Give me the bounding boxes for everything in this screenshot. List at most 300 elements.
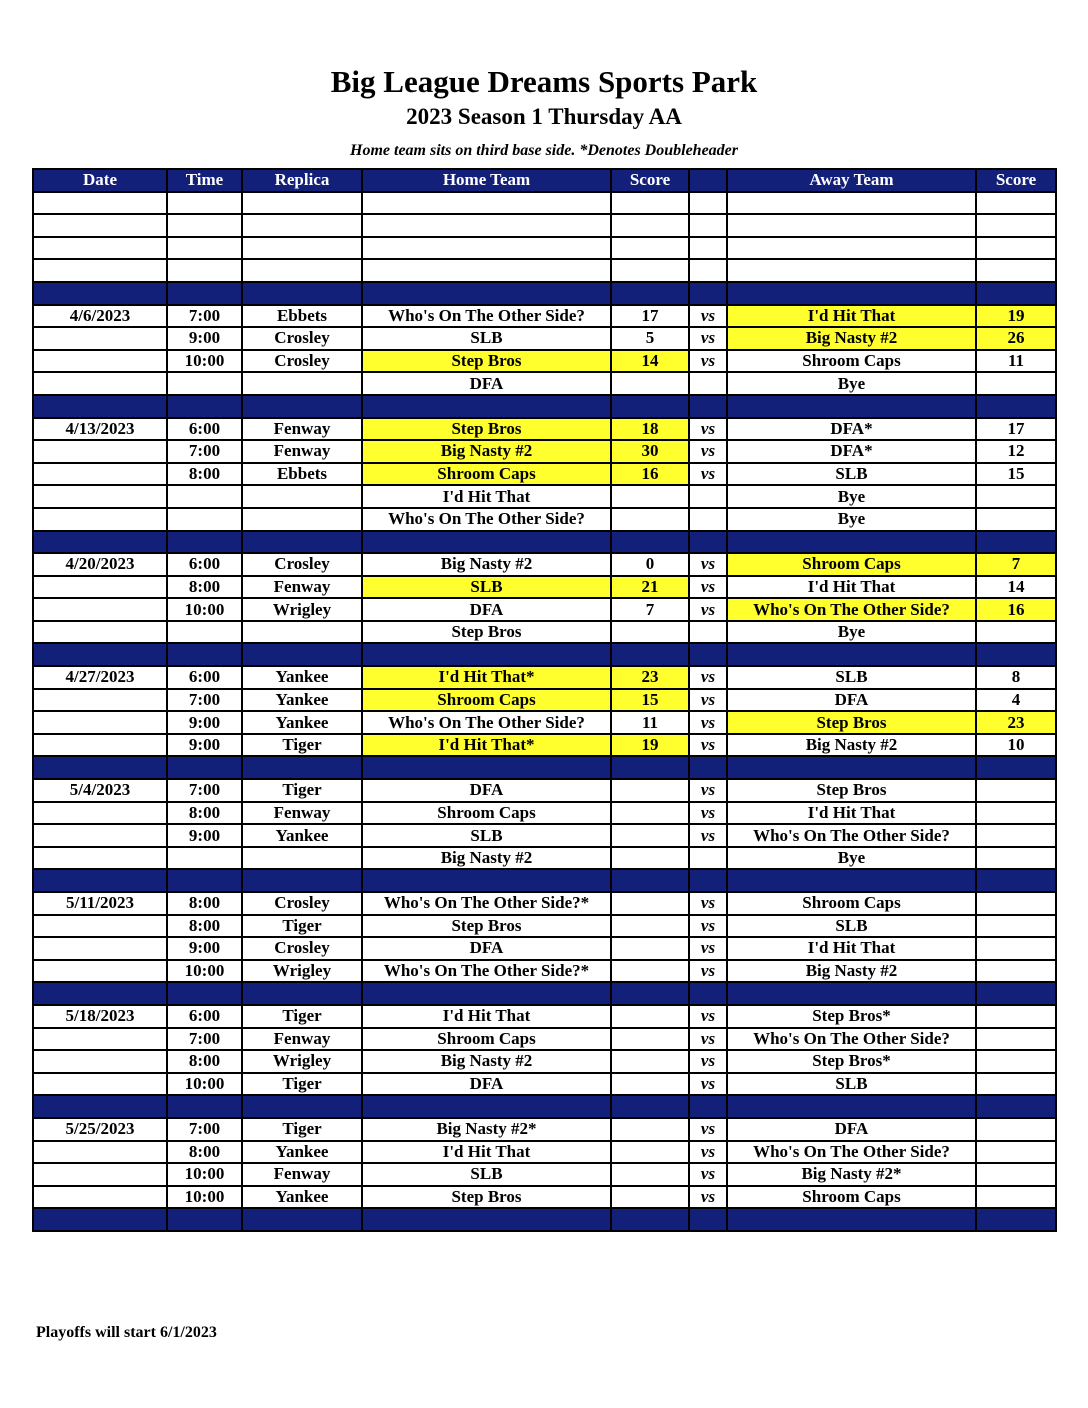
game-date: [33, 508, 167, 531]
versus-label: vs: [689, 734, 727, 757]
versus-label: vs: [689, 1141, 727, 1164]
home-score: [611, 847, 689, 870]
versus-label: vs: [689, 440, 727, 463]
game-row: [33, 802, 1056, 825]
game-date: [33, 576, 167, 599]
separator-cell: [33, 1095, 167, 1118]
away-score: [976, 937, 1056, 960]
doubleheader-note: Home team sits on third base side. *Denotes Doubleheader: [350, 142, 738, 159]
away-team: DFA*: [727, 418, 976, 441]
separator-cell: [611, 1208, 689, 1231]
versus-label: [689, 621, 727, 644]
separator-cell: [242, 1208, 362, 1231]
blank-cell: [362, 237, 611, 260]
home-score: 0: [611, 553, 689, 576]
separator-cell: [362, 395, 611, 418]
home-team: Shroom Caps: [362, 463, 611, 486]
home-team: Step Bros: [362, 350, 611, 373]
game-field: Yankee: [242, 1186, 362, 1209]
away-score: 23: [976, 711, 1056, 734]
col-time: Time: [167, 169, 242, 192]
game-row: [33, 485, 1056, 508]
away-score: 15: [976, 463, 1056, 486]
game-row: [33, 734, 1056, 757]
separator-cell: [727, 869, 976, 892]
blank-cell: [976, 214, 1056, 237]
blank-cell: [33, 192, 167, 215]
home-score: [611, 892, 689, 915]
blank-cell: [611, 259, 689, 282]
away-team: DFA: [727, 1118, 976, 1141]
home-team: Big Nasty #2: [362, 1050, 611, 1073]
home-score: 5: [611, 327, 689, 350]
blank-cell: [167, 214, 242, 237]
blank-cell: [689, 214, 727, 237]
game-field: Yankee: [242, 1141, 362, 1164]
away-score: 26: [976, 327, 1056, 350]
blank-cell: [976, 237, 1056, 260]
game-time: 9:00: [167, 937, 242, 960]
home-team: Big Nasty #2: [362, 440, 611, 463]
away-team: SLB: [727, 1073, 976, 1096]
separator-cell: [167, 1208, 242, 1231]
game-date: [33, 689, 167, 712]
away-score: [976, 802, 1056, 825]
separator-cell: [976, 395, 1056, 418]
separator-cell: [242, 756, 362, 779]
home-team: Who's On The Other Side?*: [362, 960, 611, 983]
home-team: Big Nasty #2: [362, 847, 611, 870]
away-score: [976, 1005, 1056, 1028]
game-field: Tiger: [242, 1073, 362, 1096]
game-time: [167, 621, 242, 644]
game-date: [33, 824, 167, 847]
home-team: Big Nasty #2: [362, 553, 611, 576]
versus-label: vs: [689, 1005, 727, 1028]
away-team: Big Nasty #2: [727, 327, 976, 350]
away-score: [976, 960, 1056, 983]
away-team: Who's On The Other Side?: [727, 1141, 976, 1164]
game-row: [33, 1163, 1056, 1186]
separator-cell: [33, 869, 167, 892]
home-team: DFA: [362, 1073, 611, 1096]
versus-label: vs: [689, 1186, 727, 1209]
separator-cell: [242, 643, 362, 666]
separator-cell: [33, 982, 167, 1005]
game-field: [242, 485, 362, 508]
game-row: [33, 350, 1056, 373]
game-field: Tiger: [242, 734, 362, 757]
away-score: [976, 485, 1056, 508]
home-score: 19: [611, 734, 689, 757]
col-home-score: Score: [611, 169, 689, 192]
away-team: Shroom Caps: [727, 1186, 976, 1209]
versus-label: [689, 372, 727, 395]
game-field: Fenway: [242, 1163, 362, 1186]
away-team: Bye: [727, 847, 976, 870]
away-team: Bye: [727, 372, 976, 395]
game-date: [33, 802, 167, 825]
separator-cell: [362, 282, 611, 305]
versus-label: vs: [689, 892, 727, 915]
away-score: [976, 1050, 1056, 1073]
versus-label: vs: [689, 915, 727, 938]
game-time: 10:00: [167, 598, 242, 621]
away-team: Bye: [727, 508, 976, 531]
separator-cell: [727, 1208, 976, 1231]
separator-cell: [362, 1208, 611, 1231]
home-team: DFA: [362, 937, 611, 960]
separator-cell: [976, 282, 1056, 305]
blank-cell: [976, 192, 1056, 215]
separator-cell: [33, 282, 167, 305]
home-team: Shroom Caps: [362, 689, 611, 712]
game-time: 8:00: [167, 915, 242, 938]
game-date: [33, 327, 167, 350]
away-team: Bye: [727, 621, 976, 644]
blank-cell: [33, 259, 167, 282]
game-field: Crosley: [242, 327, 362, 350]
separator-cell: [727, 531, 976, 554]
game-time: 8:00: [167, 1050, 242, 1073]
game-date: [33, 1141, 167, 1164]
week-separator-row: [33, 643, 1056, 666]
home-score: 30: [611, 440, 689, 463]
game-time: 7:00: [167, 779, 242, 802]
blank-cell: [242, 259, 362, 282]
separator-cell: [167, 282, 242, 305]
game-row: [33, 418, 1056, 441]
separator-cell: [167, 1095, 242, 1118]
separator-cell: [611, 643, 689, 666]
away-team: Who's On The Other Side?: [727, 1028, 976, 1051]
game-time: 8:00: [167, 802, 242, 825]
game-row: [33, 463, 1056, 486]
game-time: 7:00: [167, 1118, 242, 1141]
separator-cell: [167, 395, 242, 418]
game-date: [33, 372, 167, 395]
away-score: [976, 1141, 1056, 1164]
separator-cell: [167, 982, 242, 1005]
away-score: [976, 372, 1056, 395]
game-date: [33, 734, 167, 757]
game-row: [33, 327, 1056, 350]
home-score: [611, 915, 689, 938]
game-row: [33, 711, 1056, 734]
separator-cell: [689, 1208, 727, 1231]
home-score: 14: [611, 350, 689, 373]
game-field: [242, 372, 362, 395]
away-team: SLB: [727, 915, 976, 938]
separator-cell: [689, 531, 727, 554]
col-away-team: Away Team: [727, 169, 976, 192]
versus-label: vs: [689, 327, 727, 350]
game-row: [33, 937, 1056, 960]
game-date: 4/6/2023: [33, 305, 167, 328]
home-team: SLB: [362, 824, 611, 847]
home-team: I'd Hit That*: [362, 734, 611, 757]
game-time: 10:00: [167, 350, 242, 373]
away-score: 10: [976, 734, 1056, 757]
game-field: [242, 847, 362, 870]
home-team: I'd Hit That: [362, 1005, 611, 1028]
game-row: [33, 960, 1056, 983]
game-row: [33, 1141, 1056, 1164]
home-team: DFA: [362, 372, 611, 395]
game-field: Fenway: [242, 576, 362, 599]
week-separator-row: [33, 756, 1056, 779]
home-team: Who's On The Other Side?: [362, 711, 611, 734]
separator-cell: [727, 982, 976, 1005]
game-row: [33, 779, 1056, 802]
blank-cell: [362, 192, 611, 215]
game-field: Tiger: [242, 915, 362, 938]
game-field: Wrigley: [242, 1050, 362, 1073]
blank-cell: [242, 237, 362, 260]
separator-cell: [976, 869, 1056, 892]
separator-cell: [727, 1095, 976, 1118]
away-score: [976, 824, 1056, 847]
blank-cell: [33, 237, 167, 260]
game-row: [33, 1186, 1056, 1209]
separator-cell: [33, 1208, 167, 1231]
separator-cell: [167, 756, 242, 779]
game-row: [33, 915, 1056, 938]
game-time: 6:00: [167, 666, 242, 689]
season-subtitle: 2023 Season 1 Thursday AA: [406, 104, 682, 129]
home-team: I'd Hit That: [362, 485, 611, 508]
away-score: 7: [976, 553, 1056, 576]
separator-cell: [242, 869, 362, 892]
away-score: [976, 1186, 1056, 1209]
separator-cell: [242, 395, 362, 418]
game-date: [33, 598, 167, 621]
away-team: I'd Hit That: [727, 937, 976, 960]
home-team: Shroom Caps: [362, 802, 611, 825]
home-score: [611, 372, 689, 395]
game-field: [242, 621, 362, 644]
versus-label: vs: [689, 553, 727, 576]
separator-cell: [611, 531, 689, 554]
game-field: Fenway: [242, 440, 362, 463]
home-score: [611, 1141, 689, 1164]
versus-label: vs: [689, 463, 727, 486]
away-team: Shroom Caps: [727, 553, 976, 576]
week-separator-row: [33, 395, 1056, 418]
separator-cell: [976, 531, 1056, 554]
separator-cell: [362, 643, 611, 666]
blank-cell: [362, 259, 611, 282]
game-date: [33, 960, 167, 983]
game-row: [33, 1028, 1056, 1051]
game-row: [33, 666, 1056, 689]
game-date: [33, 1163, 167, 1186]
home-score: 7: [611, 598, 689, 621]
game-time: 7:00: [167, 440, 242, 463]
game-date: [33, 847, 167, 870]
game-time: 10:00: [167, 1073, 242, 1096]
game-field: Tiger: [242, 1005, 362, 1028]
game-date: [33, 1186, 167, 1209]
game-row: [33, 847, 1056, 870]
blank-cell: [727, 214, 976, 237]
separator-cell: [976, 1095, 1056, 1118]
game-field: Yankee: [242, 666, 362, 689]
away-team: Big Nasty #2: [727, 734, 976, 757]
week-separator-row: [33, 982, 1056, 1005]
separator-cell: [689, 282, 727, 305]
game-row: [33, 440, 1056, 463]
home-score: [611, 485, 689, 508]
away-team: I'd Hit That: [727, 576, 976, 599]
game-time: [167, 847, 242, 870]
versus-label: vs: [689, 666, 727, 689]
home-team: SLB: [362, 327, 611, 350]
away-score: 19: [976, 305, 1056, 328]
versus-label: [689, 847, 727, 870]
separator-cell: [976, 982, 1056, 1005]
home-team: Step Bros: [362, 418, 611, 441]
away-team: Step Bros: [727, 779, 976, 802]
away-team: Step Bros: [727, 711, 976, 734]
away-score: [976, 892, 1056, 915]
game-row: [33, 1050, 1056, 1073]
game-field: Fenway: [242, 418, 362, 441]
game-time: 9:00: [167, 327, 242, 350]
separator-cell: [611, 1095, 689, 1118]
away-score: 17: [976, 418, 1056, 441]
home-score: [611, 1118, 689, 1141]
game-date: [33, 463, 167, 486]
game-time: 7:00: [167, 305, 242, 328]
versus-label: vs: [689, 937, 727, 960]
game-row: [33, 1118, 1056, 1141]
home-score: [611, 802, 689, 825]
blank-cell: [167, 259, 242, 282]
separator-cell: [362, 982, 611, 1005]
separator-cell: [611, 756, 689, 779]
away-team: DFA: [727, 689, 976, 712]
away-score: 4: [976, 689, 1056, 712]
blank-cell: [611, 214, 689, 237]
game-row: [33, 1005, 1056, 1028]
week-separator-row: [33, 1095, 1056, 1118]
away-team: Bye: [727, 485, 976, 508]
game-time: 7:00: [167, 689, 242, 712]
blank-cell: [689, 259, 727, 282]
separator-cell: [242, 531, 362, 554]
versus-label: vs: [689, 350, 727, 373]
blank-cell: [167, 237, 242, 260]
week-separator-row: [33, 869, 1056, 892]
away-score: [976, 1073, 1056, 1096]
game-time: 7:00: [167, 1028, 242, 1051]
game-row: [33, 824, 1056, 847]
game-time: 8:00: [167, 576, 242, 599]
game-date: [33, 711, 167, 734]
game-time: 8:00: [167, 463, 242, 486]
game-time: 10:00: [167, 1186, 242, 1209]
game-field: Crosley: [242, 892, 362, 915]
separator-cell: [727, 395, 976, 418]
week-separator-row: [33, 1208, 1056, 1231]
game-date: 5/4/2023: [33, 779, 167, 802]
home-score: [611, 508, 689, 531]
separator-cell: [362, 1095, 611, 1118]
versus-label: vs: [689, 1073, 727, 1096]
blank-cell: [242, 214, 362, 237]
separator-cell: [727, 643, 976, 666]
separator-cell: [976, 756, 1056, 779]
versus-label: vs: [689, 960, 727, 983]
separator-cell: [689, 982, 727, 1005]
schedule-body: [33, 192, 1056, 1231]
col-replica: Replica: [242, 169, 362, 192]
home-score: 15: [611, 689, 689, 712]
blank-cell: [611, 237, 689, 260]
home-team: DFA: [362, 779, 611, 802]
away-score: [976, 915, 1056, 938]
game-field: Wrigley: [242, 598, 362, 621]
separator-cell: [242, 982, 362, 1005]
away-score: 16: [976, 598, 1056, 621]
home-team: Who's On The Other Side?: [362, 305, 611, 328]
game-time: 8:00: [167, 1141, 242, 1164]
home-team: I'd Hit That*: [362, 666, 611, 689]
home-score: [611, 1028, 689, 1051]
separator-cell: [689, 395, 727, 418]
home-team: Step Bros: [362, 915, 611, 938]
game-field: Fenway: [242, 1028, 362, 1051]
away-score: [976, 508, 1056, 531]
home-score: [611, 1163, 689, 1186]
game-time: [167, 508, 242, 531]
home-score: 23: [611, 666, 689, 689]
versus-label: vs: [689, 1118, 727, 1141]
game-field: Yankee: [242, 689, 362, 712]
home-score: 21: [611, 576, 689, 599]
game-time: 10:00: [167, 960, 242, 983]
game-field: Tiger: [242, 1118, 362, 1141]
home-team: Step Bros: [362, 621, 611, 644]
separator-cell: [167, 643, 242, 666]
separator-cell: [689, 643, 727, 666]
away-team: I'd Hit That: [727, 305, 976, 328]
away-team: Shroom Caps: [727, 892, 976, 915]
game-row: [33, 508, 1056, 531]
game-field: Crosley: [242, 553, 362, 576]
game-date: 5/11/2023: [33, 892, 167, 915]
game-field: Crosley: [242, 937, 362, 960]
blank-cell: [727, 237, 976, 260]
home-team: I'd Hit That: [362, 1141, 611, 1164]
separator-cell: [976, 1208, 1056, 1231]
versus-label: vs: [689, 802, 727, 825]
away-score: 8: [976, 666, 1056, 689]
separator-cell: [33, 531, 167, 554]
page-title: Big League Dreams Sports Park: [330, 64, 758, 99]
game-date: 5/25/2023: [33, 1118, 167, 1141]
away-team: Big Nasty #2: [727, 960, 976, 983]
home-score: [611, 621, 689, 644]
game-row: [33, 892, 1056, 915]
game-time: [167, 485, 242, 508]
away-team: SLB: [727, 463, 976, 486]
game-field: [242, 508, 362, 531]
blank-cell: [242, 192, 362, 215]
blank-cell: [362, 214, 611, 237]
header-row: [33, 169, 1056, 192]
